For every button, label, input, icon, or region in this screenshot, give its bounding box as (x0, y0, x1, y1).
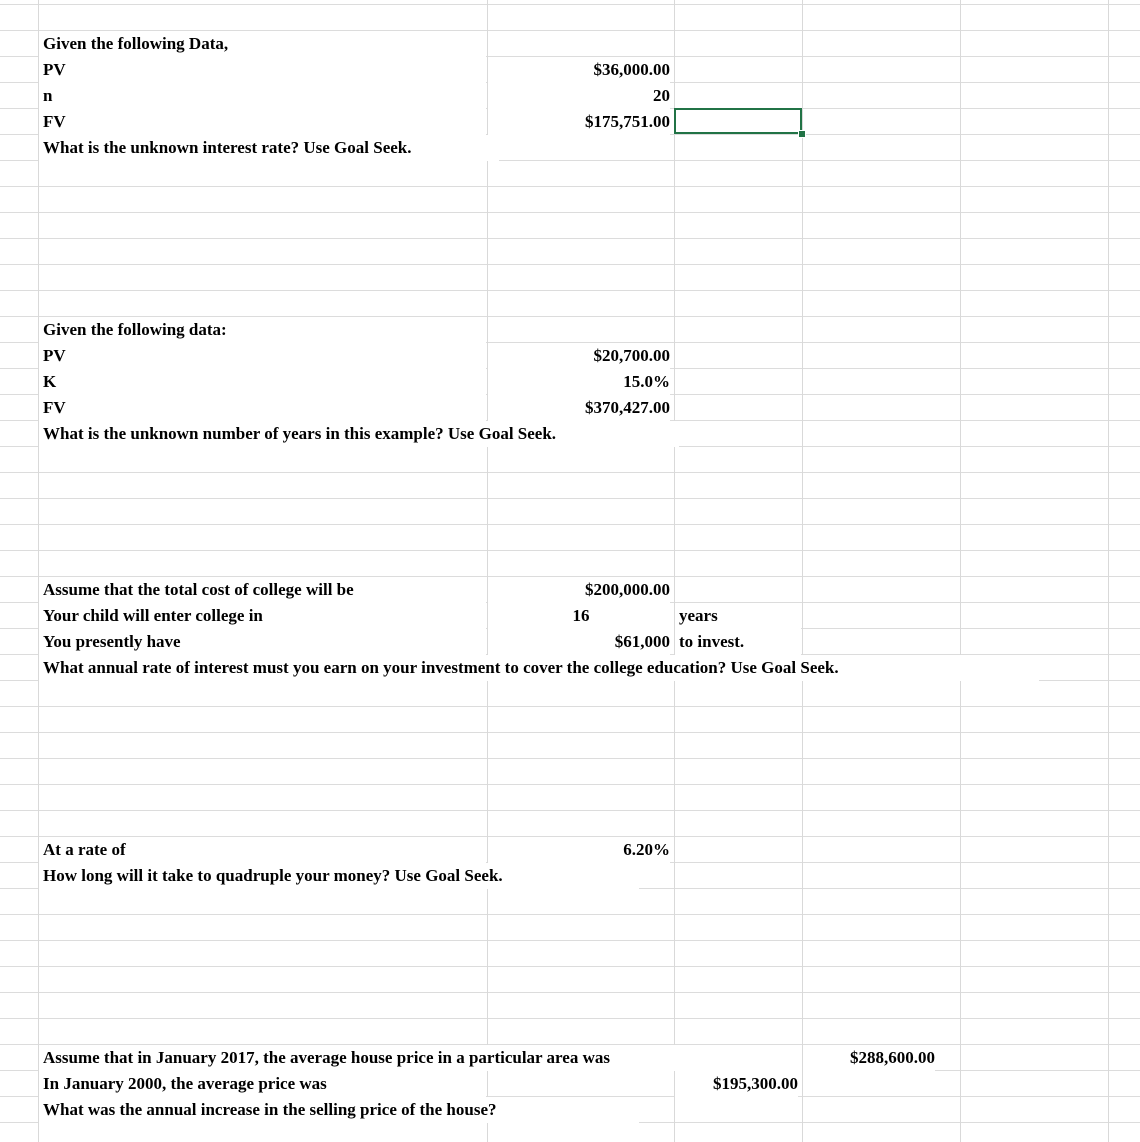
p1-question: What is the unknown interest rate? Use Goal Seek. (39, 135, 499, 161)
p1-n-label: n (39, 83, 486, 109)
p3-have-label: You presently have (39, 629, 486, 655)
p1-fv-label: FV (39, 109, 486, 135)
p3-enter-value[interactable]: 16 (488, 603, 674, 629)
p3-cost-label: Assume that the total cost of college will be (39, 577, 486, 603)
p3-have-unit: to invest. (675, 629, 801, 655)
p3-enter-label: Your child will enter college in (39, 603, 486, 629)
p3-question: What annual rate of interest must you earn on your investment to cover the college education? Use Goal Seek. (39, 655, 1039, 681)
p4-question: How long will it take to quadruple your money? Use Goal Seek. (39, 863, 639, 889)
p2-k-value[interactable]: 15.0% (488, 369, 670, 395)
p5-price2017-value[interactable]: $288,600.00 (803, 1045, 935, 1071)
p5-price2000-label: In January 2000, the average price was (39, 1071, 486, 1097)
p4-rate-value[interactable]: 6.20% (488, 837, 670, 863)
p2-pv-label: PV (39, 343, 486, 369)
p2-pv-value[interactable]: $20,700.00 (488, 343, 670, 369)
p3-have-value[interactable]: $61,000 (488, 629, 670, 655)
p2-fv-label: FV (39, 395, 486, 421)
p2-question: What is the unknown number of years in this example? Use Goal Seek. (39, 421, 679, 447)
p2-fv-value[interactable]: $370,427.00 (488, 395, 670, 421)
p5-price2000-value[interactable]: $195,300.00 (675, 1071, 798, 1097)
p5-price2017-label: Assume that in January 2017, the average house price in a particular area was (39, 1045, 802, 1071)
p1-title: Given the following Data, (39, 31, 486, 57)
p5-question: What was the annual increase in the selling price of the house? (39, 1097, 639, 1123)
p1-fv-value[interactable]: $175,751.00 (488, 109, 670, 135)
p2-title: Given the following data: (39, 317, 486, 343)
p3-enter-unit: years (675, 603, 801, 629)
p4-rate-label: At a rate of (39, 837, 486, 863)
p1-pv-value[interactable]: $36,000.00 (488, 57, 670, 83)
active-cell-selection[interactable] (674, 108, 802, 134)
fill-handle[interactable] (798, 130, 806, 138)
p2-k-label: K (39, 369, 486, 395)
p3-cost-value[interactable]: $200,000.00 (488, 577, 670, 603)
p1-n-value[interactable]: 20 (488, 83, 670, 109)
p1-pv-label: PV (39, 57, 486, 83)
